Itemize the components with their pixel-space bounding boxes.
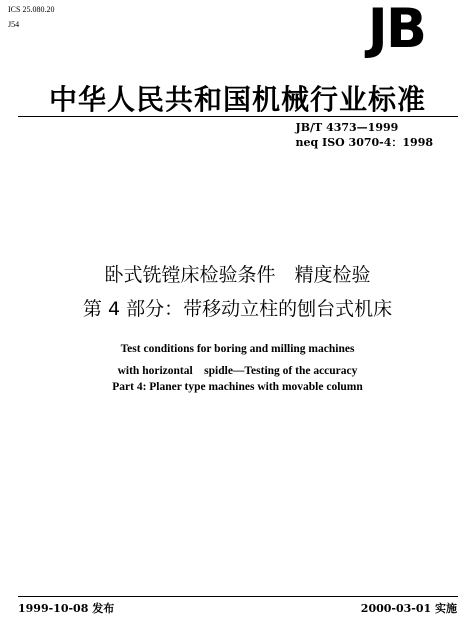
standard-numbers [296, 120, 433, 150]
title-en-line2: with horizontal spidle—Testing of the accuracy [117, 365, 358, 377]
implementation-date: 2000-03-01 实施 [360, 602, 457, 615]
issue-date: 1999-10-08 发布 [18, 602, 115, 615]
footer-rule [18, 596, 458, 597]
title-cn-line2: 第 4 部分：带移动立柱的刨台式机床 [82, 298, 393, 320]
title-cn-line1: 卧式铣镗床检验条件 精度检验 [104, 264, 371, 286]
jb-logo: JB [367, 0, 425, 60]
organization-title: 中华人民共和国机械行业标准 [48, 83, 426, 116]
ics-code: ICS 25.080.20 [8, 5, 55, 14]
title-en-line3: Part 4: Planer type machines with movable column [112, 381, 363, 393]
classification-code: J54 [8, 20, 20, 29]
equivalent-standard: neq ISO 3070-4：1998 [295, 136, 433, 149]
standard-number: JB/T 4373—1999 [295, 121, 399, 134]
header-rule [18, 116, 458, 117]
title-en-line1: Test conditions for boring and milling machines [120, 343, 355, 355]
